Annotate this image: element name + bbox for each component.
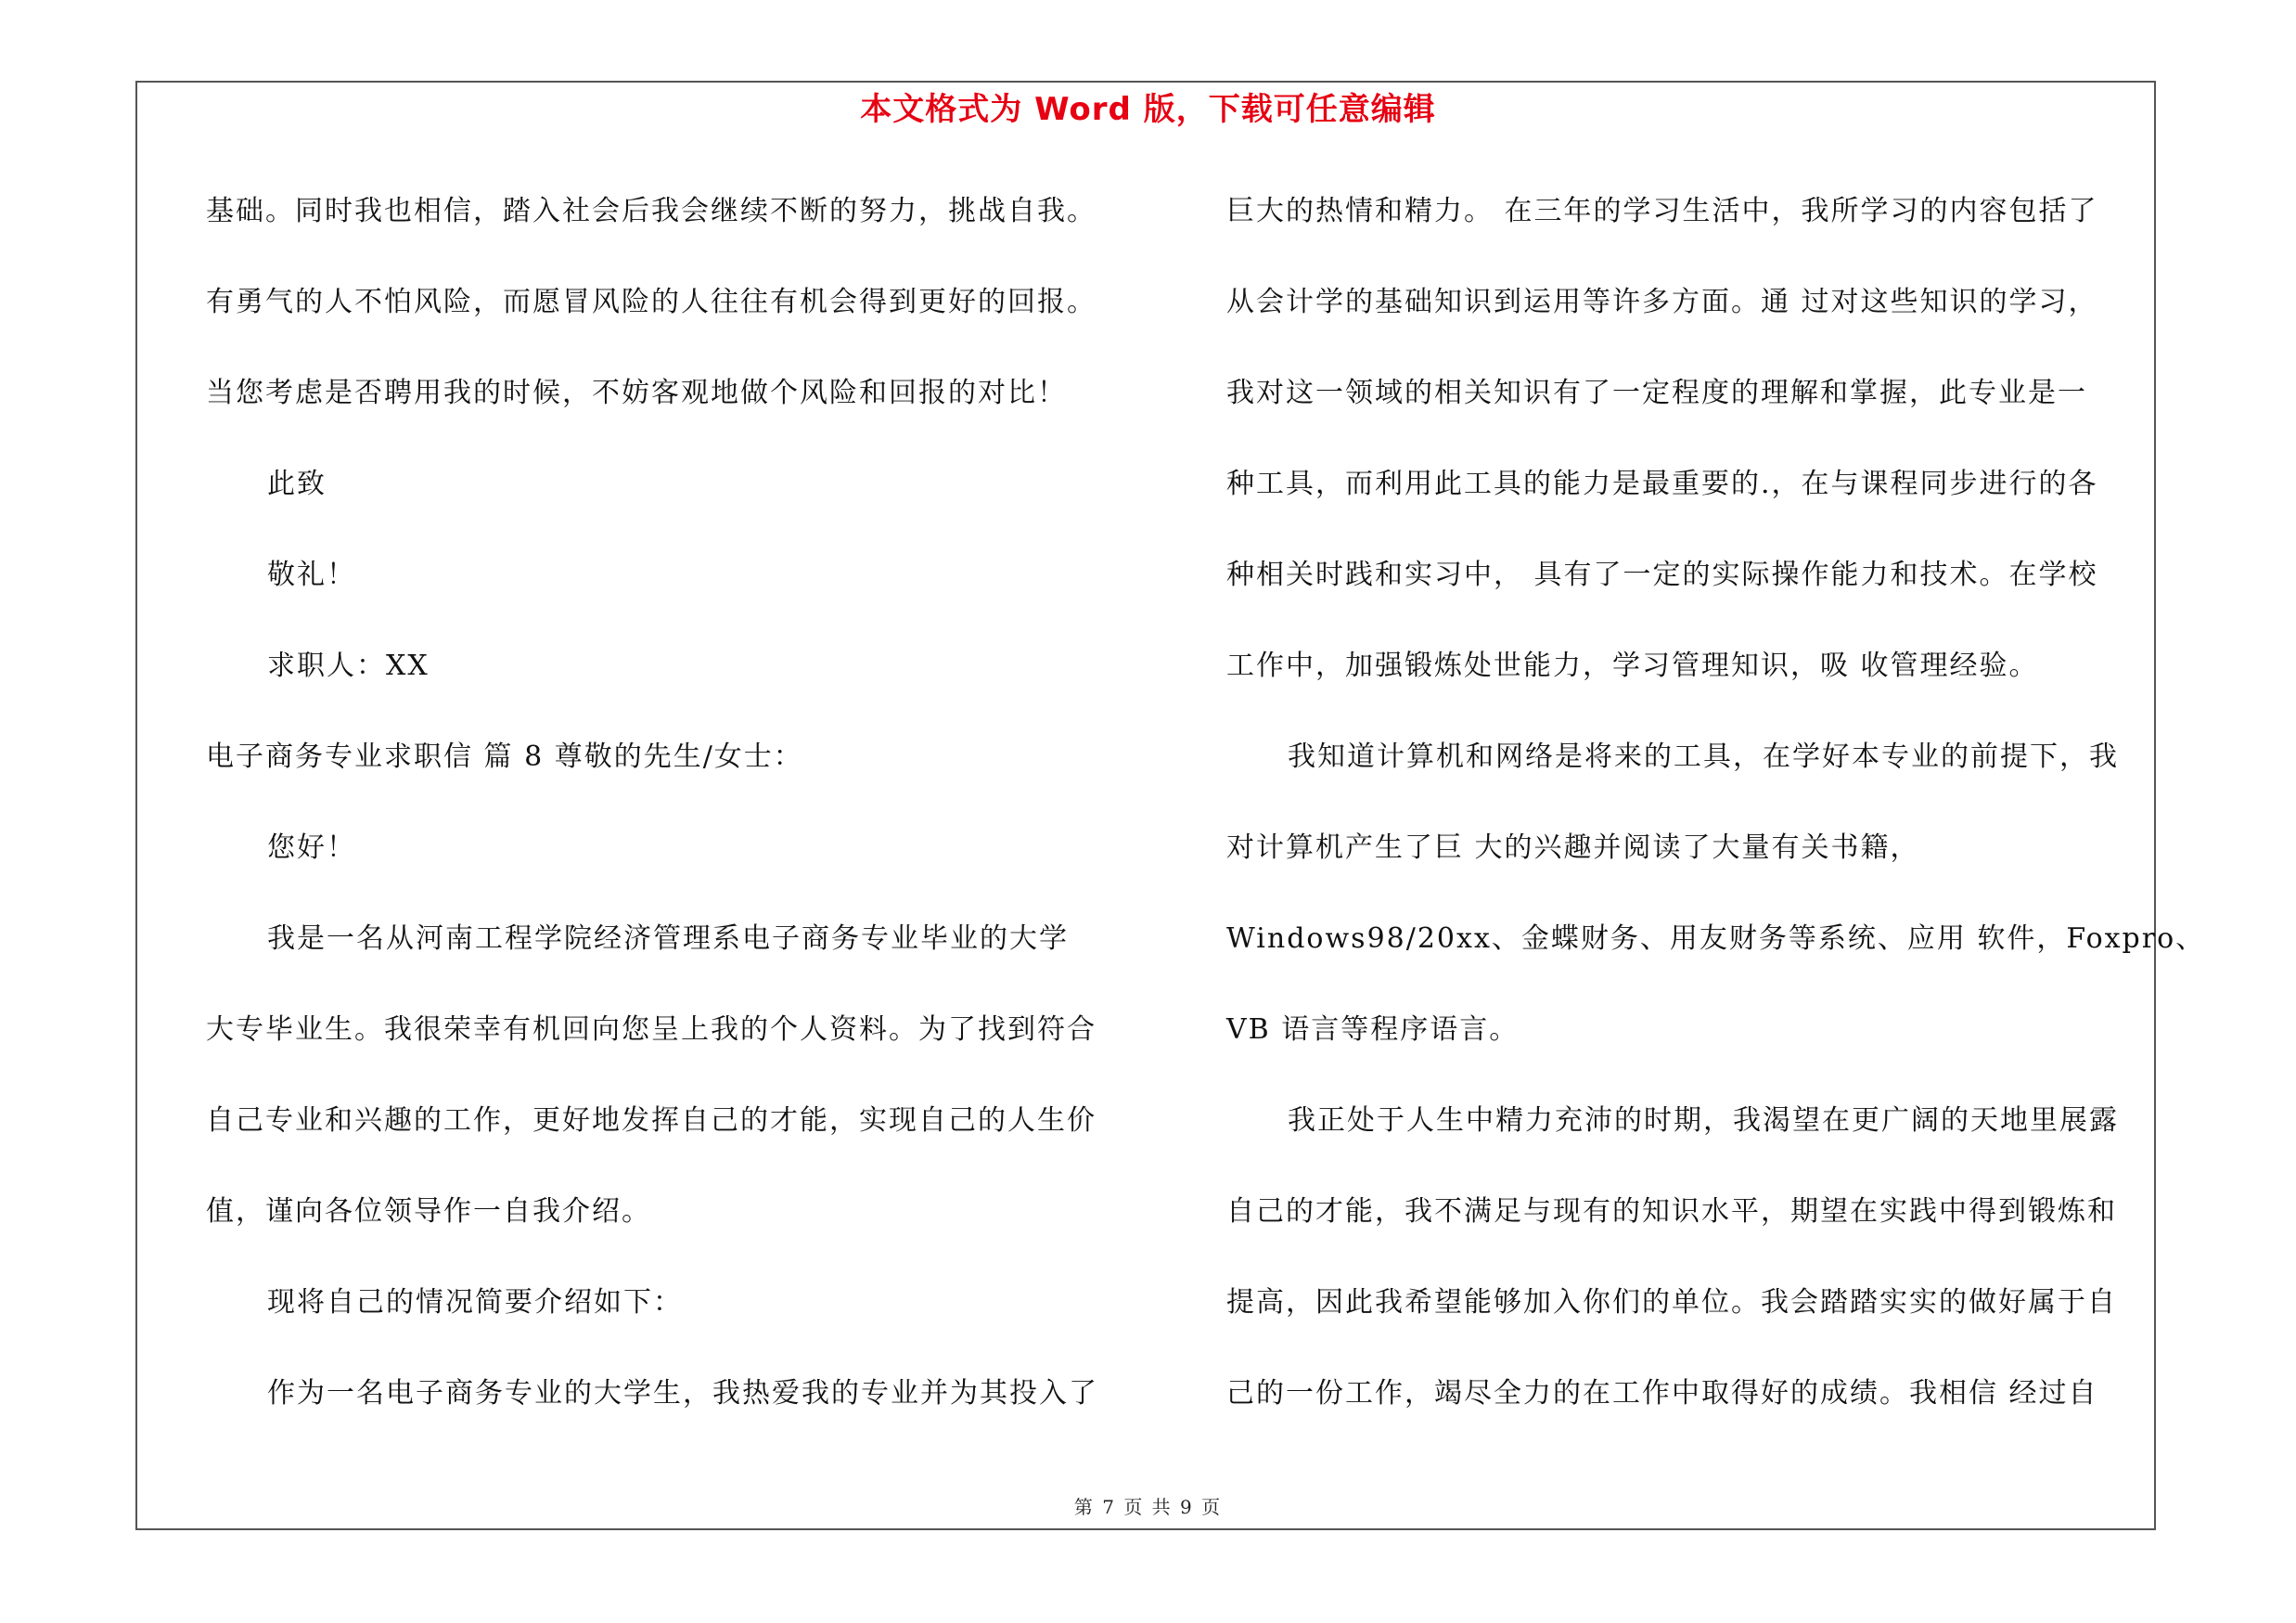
text-line: 巨大的热情和精力。 在三年的学习生活中，我所学习的内容包括了 — [1226, 195, 2098, 227]
text-line: 我对这一领域的相关知识有了一定程度的理解和掌握，此专业是一 — [1226, 377, 2087, 409]
applicant-signature: 求职人：XX — [267, 650, 430, 682]
letter-heading: 电子商务专业求职信 篇 8 尊敬的先生/女士： — [206, 741, 803, 773]
text-line: 当您考虑是否聘用我的时候，不妨客观地做个风险和回报的对比！ — [206, 377, 1067, 409]
text-line: 从会计学的基础知识到运用等许多方面。通 过对这些知识的学习， — [1226, 286, 2098, 318]
text-line: 工作中，加强锻炼处世能力，学习管理知识，吸 收管理经验。 — [1226, 650, 2039, 682]
closing-salutation: 此致 — [267, 468, 327, 500]
word-format-banner: 本文格式为 Word 版，下载可任意编辑 — [860, 91, 1436, 128]
page-number-footer: 第 7 页 共 9 页 — [1073, 1496, 1223, 1518]
text-line: 作为一名电子商务专业的大学生，我热爱我的专业并为其投入了 — [267, 1377, 1098, 1410]
text-line: 自己专业和兴趣的工作，更好地发挥自己的才能，实现自己的人生价 — [206, 1104, 1097, 1137]
text-line: 对计算机产生了巨 大的兴趣并阅读了大量有关书籍， — [1226, 831, 1920, 864]
right-column — [1226, 188, 2206, 1462]
text-line: 我知道计算机和网络是将来的工具，在学好本专业的前提下，我 — [1288, 741, 2119, 773]
text-line: 大专毕业生。我很荣幸有机回向您呈上我的个人资料。为了找到符合 — [206, 1013, 1097, 1046]
text-line: 己的一份工作，竭尽全力的在工作中取得好的成绩。我相信 经过自 — [1226, 1377, 2098, 1410]
greeting: 您好！ — [267, 831, 356, 864]
text-line: Windows98/20xx、金蝶财务、用友财务等系统、应用 软件，Foxpro、 — [1226, 922, 2206, 955]
text-line: 有勇气的人不怕风险，而愿冒风险的人往往有机会得到更好的回报。 — [206, 286, 1097, 318]
text-line: 提高，因此我希望能够加入你们的单位。我会踏踏实实的做好属于自 — [1226, 1286, 2117, 1319]
text-line: 种相关时践和实习中， 具有了一定的实际操作能力和技术。在学校 — [1226, 559, 2098, 591]
text-line: 我是一名从河南工程学院经济管理系电子商务专业毕业的大学 — [267, 922, 1069, 955]
text-line: 自己的才能，我不满足与现有的知识水平，期望在实践中得到锻炼和 — [1226, 1195, 2117, 1228]
text-line: 值，谨向各位领导作一自我介绍。 — [206, 1195, 651, 1228]
text-line: 我正处于人生中精力充沛的时期，我渴望在更广阔的天地里展露 — [1288, 1104, 2119, 1137]
closing-regards: 敬礼！ — [267, 559, 356, 591]
text-line: 现将自己的情况简要介绍如下： — [267, 1286, 683, 1319]
text-line: VB 语言等程序语言。 — [1226, 1013, 1520, 1046]
text-line: 种工具，而利用此工具的能力是最重要的.，在与课程同步进行的各 — [1226, 468, 2098, 500]
left-column — [206, 188, 1171, 1462]
text-line: 基础。同时我也相信，踏入社会后我会继续不断的努力，挑战自我。 — [206, 195, 1097, 227]
